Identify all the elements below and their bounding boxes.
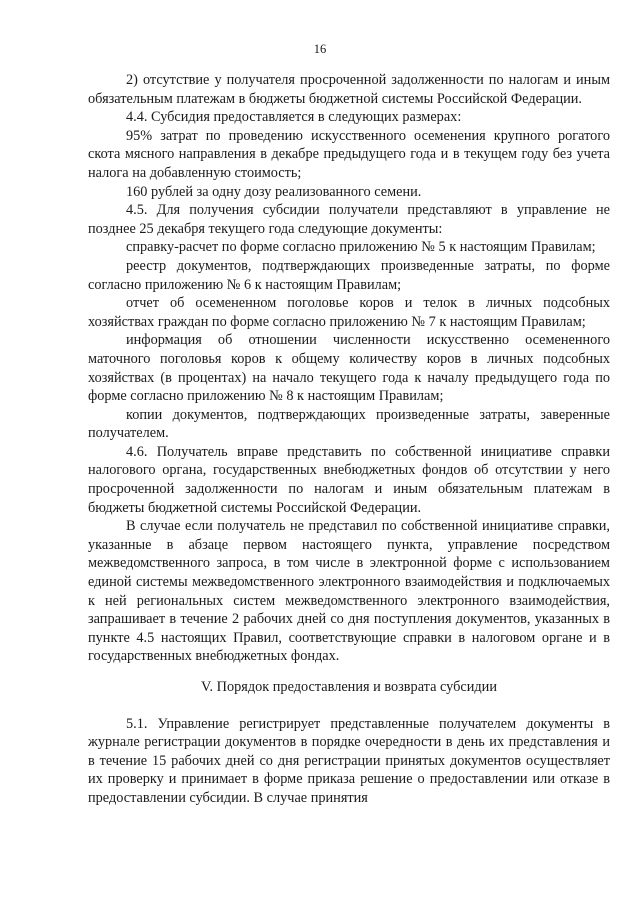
paragraph-registry: реестр документов, подтверждающих произведенные затраты, по форме согласно приложению № 6 к настоящим Правилам; (88, 257, 610, 293)
paragraph-calc-certificate: справку-расчет по форме согласно приложению № 5 к настоящим Правилам; (126, 239, 596, 256)
paragraph-interagency-request: В случае если получатель не представил по собственной инициативе справки, указанные в абзаце первом настоящего пункта, управление посредством межведомственного запроса, в том числе в электронной форме с использованием единой системы межведомственного электронного взаимодействия и подключаемых к ней региональных систем межведомственного электронного взаимодействия, запрашивает в течение 2 рабочих дней со дня поступления документов, указанных в пункте 4.5 настоящих Правил, соответствующие справки в налоговом органе и в государственных внебюджетных фондах. (88, 518, 610, 665)
paragraph-insemination-info: информация об отношении численности искусственно осемененного маточного поголовья коров к общему количеству коров в личных подсобных хозяйствах (в процентах) на начало текущего года к началу предыдущего года по форме согласно приложению № 8 к настоящим Правилам; (88, 332, 610, 405)
paragraph-4-4: 4.4. Субсидия предоставляется в следующих размерах: (126, 109, 462, 126)
paragraph-livestock-report: отчет об осемененном поголовье коров и телок в личных подсобных хозяйствах граждан по форме согласно приложению № 7 к настоящим Правилам; (88, 295, 610, 330)
paragraph-95-percent: 95% затрат по проведению искусственного осеменения крупного рогатого скота мясного направления в декабре предыдущего года и в текущем году без учета налога на добавленную стоимость; (88, 127, 610, 181)
page-number: 16 (313, 42, 327, 56)
paragraph-4-5: 4.5. Для получения субсидии получатели представляют в управление не позднее 25 декабря текущего года следующие документы: (88, 202, 610, 237)
paragraph-document-copies: копии документов, подтверждающих произведенные затраты, заверенные получателем. (88, 406, 610, 442)
document-body (88, 71, 610, 808)
paragraph-4-6: 4.6. Получатель вправе представить по собственной инициативе справки налогового органа, государственных внебюджетных фондов об отсутствии у него просроченной задолженности по налогам и иным обязательным платежам в бюджеты бюджетной системы Российской Федерации. (88, 443, 610, 516)
paragraph-5-1: 5.1. Управление регистрирует представленные получателем документы в журнале регистрации документов в порядке очередности в день их представления и в течение 15 рабочих дней со дня регистрации принятых документов осуществляет их проверку и принимает в форме приказа решение о предоставлении или отказе в предоставлении субсидии. В случае принятия (88, 715, 610, 806)
section-heading: V. Порядок предоставления и возврата субсидии (201, 679, 497, 695)
paragraph-no-arrears: 2) отсутствие у получателя просроченной задолженности по налогам и иным обязательным платежам в бюджеты бюджетной системы Российской Федерации. (88, 72, 610, 107)
paragraph-160-rubles: 160 рублей за одну дозу реализованного семени. (126, 183, 422, 200)
